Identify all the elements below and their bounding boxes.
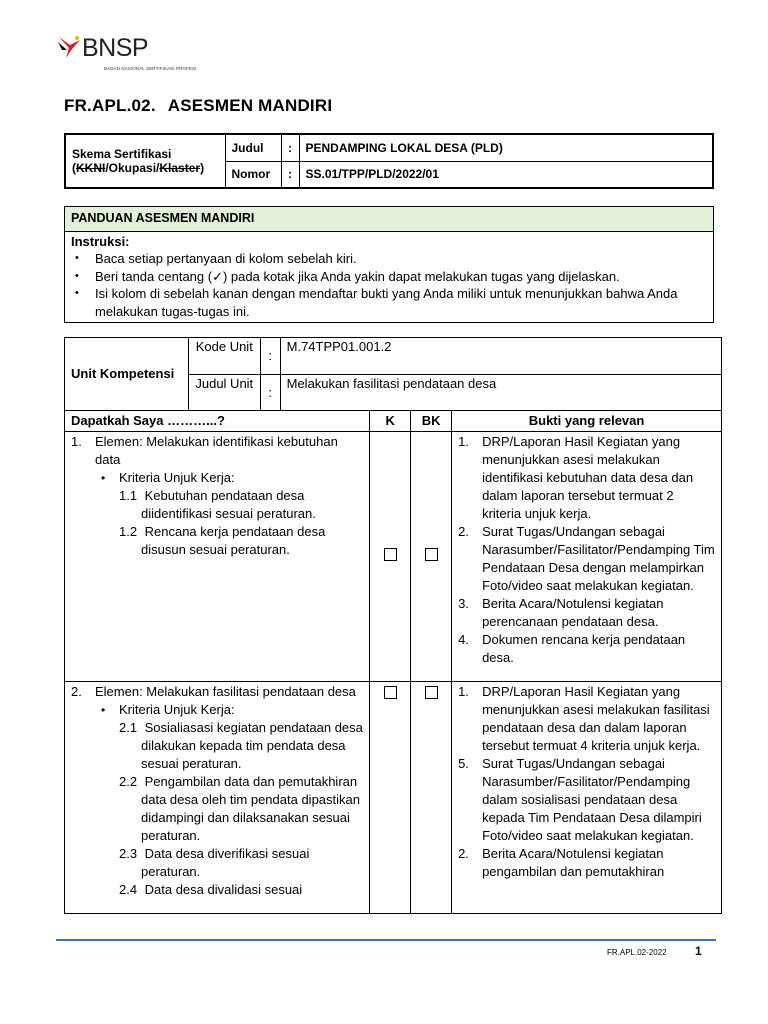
scheme-title-value: PENDAMPING LOKAL DESA (PLD) [299, 134, 713, 161]
evidence-item: 1. DRP/Laporan Hasil Kegiatan yang menunjukkan asesi melakukan fasilitasi pendataan desa dan dalam laporan tersebut termuat 4 kriteria unjuk kerja. [458, 684, 710, 753]
guide-heading: PANDUAN ASESMEN MANDIRI [65, 207, 713, 232]
k-cell [370, 432, 411, 682]
criteria-item: 2.3 Data desa diverifikasi sesuai peraturan. [119, 846, 310, 879]
element-title: Elemen: Melakukan identifikasi kebutuhan data [95, 434, 338, 467]
kuk-label: Kriteria Unjuk Kerja: [119, 470, 235, 485]
unit-label: Unit Kompetensi [65, 338, 189, 411]
bk-cell [411, 432, 452, 682]
document-name: ASESMEN MANDIRI [167, 96, 333, 115]
bk-checkbox[interactable] [425, 548, 438, 561]
scheme-colon: : [281, 134, 299, 161]
evidence-item: 3. Berita Acara/Notulensi kegiatan perencanaan pendataan desa. [458, 596, 664, 629]
unit-code-key: Kode Unit [188, 338, 260, 375]
bnsp-logo [56, 32, 197, 74]
bk-checkbox[interactable] [425, 686, 438, 699]
scheme-title-key: Judul [225, 134, 281, 161]
criteria-item: 2.2 Pengambilan data dan pemutakhiran data desa oleh tim pendata dipastikan didampingi dan dilaksanakan sesuai peraturan. [119, 774, 360, 843]
element-row [65, 682, 722, 914]
document-code: FR.APL.02. [64, 96, 156, 115]
scheme-label [65, 134, 225, 188]
bk-header: BK [411, 411, 452, 432]
evidence-item: 2. Surat Tugas/Undangan sebagai Narasumber/Fasilitator/Pendamping Tim Pendataan Desa dengan melampirkan Foto/video saat melakukan kegiatan. [458, 524, 715, 593]
bk-cell [411, 682, 452, 914]
footer-rule [56, 939, 716, 941]
guide-box [64, 206, 714, 323]
instruction-item: • Baca setiap pertanyaan di kolom sebelah kiri. [71, 250, 707, 268]
document-title [64, 96, 332, 116]
instruction-item: • Isi kolom di sebelah kanan dengan mendaftar bukti yang Anda miliki untuk menunjukkan bahwa Anda melakukan tugas-tugas ini. [71, 285, 707, 320]
question-header: Dapatkah Saya ………...? [65, 411, 370, 432]
scheme-colon: : [281, 161, 299, 188]
criteria-item: 2.4 Data desa divalidasi sesuai [119, 882, 303, 897]
footer-form-code: FR.APL.02-2022 [607, 948, 667, 957]
element-question: 1. Elemen: Melakukan identifikasi kebutuhan data • Kriteria Unjuk Kerja: 1.1 Kebutuhan pendataan desa diidentifikasi sesuai peraturan. 1.2 Rencana kerja pendataan desa disusun sesuai peraturan. [65, 432, 370, 682]
evidence-item: 5. Surat Tugas/Undangan sebagai Narasumber/Fasilitator/Pendamping dalam sosialisasi pendataan desa kepada Tim Pendataan Desa dilampiri Foto/video saat melakukan kegiatan. [458, 756, 702, 843]
unit-colon: : [260, 338, 280, 375]
logo-subtitle: BADAN NASIONAL SERTIFIKASI PROFESI [104, 66, 197, 71]
klaster-struck: Klaster [159, 161, 201, 175]
bnsp-emblem-icon [56, 34, 82, 60]
evidence-header: Bukti yang relevan [452, 411, 722, 432]
element-row [65, 432, 722, 682]
unit-colon: : [260, 375, 280, 411]
instructions-label: Instruksi: [71, 234, 130, 249]
competency-table [64, 337, 722, 914]
instructions-list [71, 250, 707, 320]
scheme-number-value: SS.01/TPP/PLD/2022/01 [299, 161, 713, 188]
logo-wordmark: BNSP [82, 34, 149, 62]
k-checkbox[interactable] [384, 548, 397, 561]
k-cell [370, 682, 411, 914]
criteria-item: 1.2 Rencana kerja pendataan desa disusun sesuai peraturan. [119, 524, 326, 557]
kkni-struck: KKNI [76, 161, 106, 175]
scheme-table [64, 133, 714, 189]
evidence-cell[interactable] [452, 432, 722, 682]
criteria-item: 2.1 Sosialiasasi kegiatan pendataan desa dilakukan kepada tim pendata desa sesuai peraturan. [119, 720, 363, 771]
page-number: 1 [695, 944, 702, 958]
evidence-item: 2. Berita Acara/Notulensi kegiatan pengambilan dan pemutakhiran [458, 846, 665, 879]
scheme-number-key: Nomor [225, 161, 281, 188]
kuk-label: Kriteria Unjuk Kerja: [119, 702, 235, 717]
instruction-item: • Beri tanda centang (✓) pada kotak jika Anda yakin dapat melakukan tugas yang dijelaskan. [71, 268, 707, 286]
unit-title-key: Judul Unit [188, 375, 260, 411]
unit-title-value: Melakukan fasilitasi pendataan desa [280, 375, 721, 411]
evidence-item: 1. DRP/Laporan Hasil Kegiatan yang menunjukkan asesi melakukan identifikasi kebutuhan data desa dan dalam laporan tersebut termuat 2 kriteria unjuk kerja. [458, 434, 694, 521]
unit-code-value: M.74TPP01.001.2 [280, 338, 721, 375]
k-checkbox[interactable] [384, 686, 397, 699]
element-title: Elemen: Melakukan fasilitasi pendataan desa [95, 684, 356, 699]
evidence-cell[interactable] [452, 682, 722, 914]
scheme-label-line2: (KKNI/Okupasi/Klaster) [72, 161, 205, 175]
evidence-item: 4. Dokumen rencana kerja pendataan desa. [458, 632, 686, 665]
element-question: 2. Elemen: Melakukan fasilitasi pendataan desa • Kriteria Unjuk Kerja: 2.1 Sosialiasasi kegiatan pendataan desa dilakukan kepada tim pendata desa sesuai peraturan. 2.2 Pengambilan data dan pemutakhiran data desa oleh tim pendata dipastikan didampingi dan dilaksanakan sesuai peraturan. 2.3 Data desa diverifikasi sesuai peraturan. 2.4 Data desa divalidasi sesuai [65, 682, 370, 914]
scheme-label-line1: Skema Sertifikasi [72, 147, 172, 161]
criteria-item: 1.1 Kebutuhan pendataan desa diidentifikasi sesuai peraturan. [119, 488, 316, 521]
k-header: K [370, 411, 411, 432]
